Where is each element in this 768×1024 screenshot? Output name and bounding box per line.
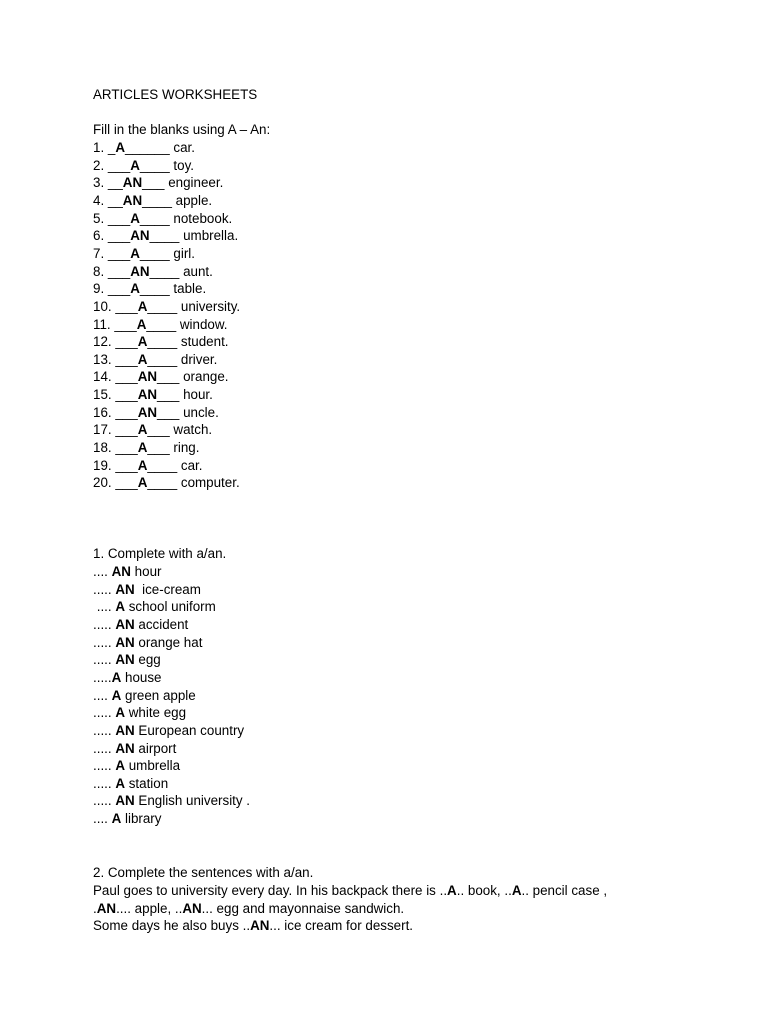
item-prefix: 10. ___ <box>93 298 138 314</box>
exercise-item <box>93 334 229 350</box>
item-prefix: 4. __ <box>93 192 123 208</box>
sentence-text: .... apple, .. <box>116 900 183 916</box>
phrase-item <box>93 599 216 615</box>
sentence-text: Paul goes to university every day. In his backpack there is .. <box>93 883 448 898</box>
item-answer: AN <box>130 228 150 244</box>
item-prefix: .... <box>93 687 112 703</box>
item-answer: A <box>115 599 125 615</box>
item-prefix: 2. ___ <box>93 157 131 173</box>
item-suffix: school uniform <box>125 599 216 615</box>
item-suffix: ____ computer. <box>147 475 240 491</box>
section3-heading: 2. Complete the sentences with a/an. <box>93 865 314 880</box>
item-answer: A <box>137 457 148 473</box>
item-answer: A <box>115 775 125 791</box>
sentence-answer: AN <box>250 918 270 934</box>
item-answer: A <box>130 281 140 297</box>
phrase-item <box>93 793 250 809</box>
item-suffix: ___ engineer. <box>142 175 224 191</box>
item-prefix: 6. ___ <box>93 228 131 244</box>
item-answer: A <box>130 210 140 226</box>
phrase-item <box>93 564 161 580</box>
item-suffix: European country <box>134 722 245 738</box>
item-prefix: 8. ___ <box>93 263 131 279</box>
exercise-item <box>93 475 240 491</box>
item-answer: A <box>137 475 148 491</box>
item-prefix: .... <box>93 811 112 827</box>
item-answer: A <box>137 440 148 456</box>
item-suffix: ____ table. <box>139 281 207 297</box>
item-suffix: station <box>125 775 169 791</box>
item-answer: AN <box>137 387 158 403</box>
item-prefix: 20. ___ <box>93 475 138 491</box>
item-suffix: ____ apple. <box>142 192 213 208</box>
phrase-item <box>93 670 162 686</box>
sentence-text: .. book, .. <box>456 883 512 898</box>
item-prefix: ..... <box>93 758 116 774</box>
item-suffix: ____ student. <box>147 334 229 350</box>
sentence-answer: A <box>511 883 522 898</box>
exercise-item <box>93 246 195 262</box>
sentence-text: .. pencil case , <box>521 883 608 898</box>
item-suffix: ____ car. <box>147 457 203 473</box>
exercise-item <box>93 317 228 333</box>
item-answer: A <box>115 140 126 155</box>
phrase-item <box>93 688 196 704</box>
item-answer: AN <box>122 192 143 208</box>
item-suffix: ____ girl. <box>139 245 195 261</box>
item-answer: A <box>137 298 148 314</box>
item-suffix: accident <box>134 616 189 632</box>
exercise-item <box>93 211 232 227</box>
phrase-item <box>93 705 186 721</box>
item-suffix: ____ toy. <box>139 157 195 173</box>
item-prefix: 7. ___ <box>93 245 131 261</box>
sentence-line <box>93 918 413 934</box>
item-suffix: hour <box>130 564 162 579</box>
item-answer: AN <box>111 564 131 579</box>
item-answer: A <box>137 422 148 438</box>
sentence-answer: A <box>447 883 457 898</box>
phrase-item <box>93 758 180 774</box>
item-answer: AN <box>115 722 135 738</box>
item-answer: AN <box>130 263 150 279</box>
item-suffix: umbrella <box>125 758 181 774</box>
item-answer: A <box>111 669 122 685</box>
item-answer: A <box>115 758 125 774</box>
item-answer: AN <box>115 616 135 632</box>
item-suffix: ____ aunt. <box>149 263 213 279</box>
item-prefix: ..... <box>93 634 116 650</box>
item-prefix: ..... <box>93 669 112 685</box>
exercise-item <box>93 175 223 191</box>
exercise-item <box>93 422 212 438</box>
sentence-text: ... ice cream for dessert. <box>269 918 414 934</box>
exercise-item <box>93 281 206 297</box>
item-answer: AN <box>115 793 135 809</box>
item-answer: A <box>130 245 140 261</box>
item-suffix: ______ car. <box>125 140 196 155</box>
exercise-item <box>93 352 217 368</box>
item-prefix: 3. __ <box>93 175 123 191</box>
exercise-item <box>93 264 213 280</box>
exercise-item <box>93 228 238 244</box>
item-answer: AN <box>115 581 135 597</box>
item-prefix: 19. ___ <box>93 457 138 473</box>
item-prefix: ..... <box>93 740 116 756</box>
item-suffix: ___ orange. <box>157 369 229 385</box>
exercise-item <box>93 440 199 456</box>
item-prefix: ..... <box>93 793 116 809</box>
item-answer: A <box>137 351 148 367</box>
item-prefix: .... <box>93 599 116 615</box>
page-title: ARTICLES WORKSHEETS <box>93 87 258 102</box>
phrase-item <box>93 652 161 668</box>
item-prefix: 17. ___ <box>93 422 138 438</box>
exercise-item <box>93 369 229 385</box>
phrase-item <box>93 617 188 633</box>
item-prefix: ..... <box>93 705 116 721</box>
item-suffix: green apple <box>121 687 196 703</box>
item-suffix: ____ notebook. <box>139 210 233 226</box>
item-suffix: English university . <box>134 793 251 809</box>
exercise-item <box>93 193 212 209</box>
item-answer: A <box>115 705 125 721</box>
section1-instruction: Fill in the blanks using A – An: <box>93 122 271 137</box>
item-suffix: egg <box>134 652 161 668</box>
exercise-item <box>93 140 195 156</box>
item-prefix: ..... <box>93 775 116 791</box>
item-answer: A <box>136 316 147 332</box>
item-suffix: ___ ring. <box>147 440 200 456</box>
item-answer: A <box>111 687 122 703</box>
item-answer: AN <box>137 404 158 420</box>
item-suffix: library <box>121 811 162 827</box>
item-prefix: 5. ___ <box>93 210 131 226</box>
item-prefix: 15. ___ <box>93 387 138 403</box>
item-suffix: ___ uncle. <box>157 404 219 420</box>
item-suffix: ice-cream <box>134 581 201 597</box>
item-answer: AN <box>115 652 135 668</box>
item-prefix: 16. ___ <box>93 404 138 420</box>
exercise-item <box>93 405 219 421</box>
item-suffix: white egg <box>125 705 187 721</box>
item-answer: AN <box>115 634 135 650</box>
item-answer: A <box>130 157 140 173</box>
sentence-answer: AN <box>182 900 202 916</box>
phrase-item <box>93 723 244 739</box>
item-answer: AN <box>137 369 158 385</box>
sentence-text: . <box>93 900 97 916</box>
sentence-text: Some days he also buys .. <box>93 918 251 934</box>
item-suffix: ___ hour. <box>157 387 213 403</box>
phrase-item <box>93 811 161 827</box>
exercise-item <box>93 387 213 403</box>
item-suffix: ____ umbrella. <box>149 228 239 244</box>
item-answer: A <box>111 811 122 827</box>
phrase-item <box>93 582 201 598</box>
item-suffix: house <box>121 669 162 685</box>
item-answer: AN <box>115 740 135 756</box>
sentence-line <box>93 883 607 899</box>
item-prefix: 12. ___ <box>93 334 138 350</box>
item-prefix: .... <box>93 564 112 579</box>
item-prefix: 18. ___ <box>93 440 138 456</box>
item-prefix: ..... <box>93 581 116 597</box>
item-suffix: ____ university. <box>147 298 241 314</box>
section2-heading: 1. Complete with a/an. <box>93 546 227 561</box>
item-prefix: ..... <box>93 652 116 668</box>
item-prefix: 14. ___ <box>93 369 138 385</box>
item-answer: AN <box>122 175 143 191</box>
phrase-item <box>93 635 202 651</box>
phrase-item <box>93 741 176 757</box>
item-answer: A <box>137 334 148 350</box>
exercise-item <box>93 458 202 474</box>
item-prefix: ..... <box>93 616 116 632</box>
phrase-item <box>93 776 168 792</box>
item-prefix: 9. ___ <box>93 281 131 297</box>
item-suffix: ___ watch. <box>147 422 213 438</box>
item-suffix: ____ driver. <box>147 351 218 367</box>
item-prefix: 11. ___ <box>93 316 137 332</box>
item-suffix: ____ window. <box>146 316 228 332</box>
item-prefix: 1. _ <box>93 140 116 155</box>
exercise-item <box>93 299 240 315</box>
sentence-line <box>93 901 404 917</box>
sentence-text: ... egg and mayonnaise sandwich. <box>201 900 405 916</box>
exercise-item <box>93 158 194 174</box>
item-prefix: ..... <box>93 722 116 738</box>
item-suffix: airport <box>134 740 177 756</box>
item-prefix: 13. ___ <box>93 351 138 367</box>
item-suffix: orange hat <box>134 634 203 650</box>
sentence-answer: AN <box>96 900 117 916</box>
